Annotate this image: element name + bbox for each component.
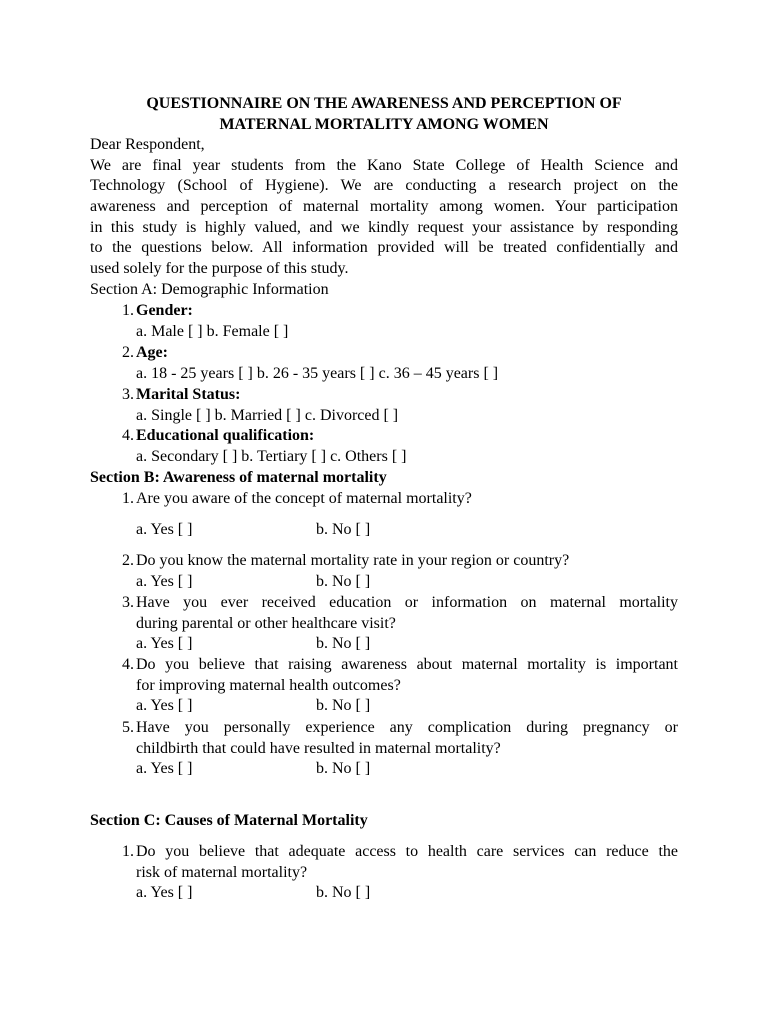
question-text: Do you believe that raising awareness about maternal mortality is important <box>136 656 678 673</box>
section-b-question <box>90 551 678 592</box>
question-text: for improving maternal health outcomes? <box>136 676 401 694</box>
question-text: Are you aware of the concept of maternal mortality? <box>136 490 472 507</box>
intro-line: used solely for the purpose of this study. <box>90 260 349 278</box>
item-number: 4. <box>122 656 134 673</box>
intro-block <box>90 135 678 301</box>
item-number: 5. <box>122 719 134 736</box>
item-number: 2. <box>122 344 134 361</box>
question-text: childbirth that could have resulted in maternal mortality? <box>136 739 501 757</box>
question-text: risk of maternal mortality? <box>136 863 308 881</box>
yes-option: a. Yes [ ] <box>136 697 193 715</box>
intro-line: Technology (School of Hygiene). We are conducting a research project on the <box>90 177 678 195</box>
no-option: b. No [ ] <box>316 884 371 902</box>
section-a-item <box>90 343 678 384</box>
intro-line: awareness and perception of maternal mortality among women. Your participation <box>90 198 678 216</box>
yes-no-options <box>136 520 678 541</box>
no-option: b. No [ ] <box>316 520 371 538</box>
yes-option: a. Yes [ ] <box>136 635 193 653</box>
yes-no-options <box>136 883 678 904</box>
section-b-question <box>90 489 678 540</box>
answer-options: a. Male [ ] b. Female [ ] <box>136 322 289 340</box>
section-b-question <box>90 593 678 655</box>
yes-option: a. Yes [ ] <box>136 520 193 538</box>
question-label: Age: <box>136 344 168 361</box>
no-option: b. No [ ] <box>316 760 371 778</box>
answer-options: a. 18 - 25 years [ ] b. 26 - 35 years [ ] c. 36 – 45 years [ ] <box>136 364 499 382</box>
intro-line: We are final year students from the Kano State College of Health Science and <box>90 156 678 174</box>
title-line-1: QUESTIONNAIRE ON THE AWARENESS AND PERCEPTION OF <box>146 95 622 112</box>
question-text: Have you personally experience any complication during pregnancy or <box>136 719 678 736</box>
section-b-question <box>90 655 678 717</box>
section-c-heading: Section C: Causes of Maternal Mortality <box>90 812 368 829</box>
section-b-heading-block <box>90 468 678 489</box>
answer-options: a. Single [ ] b. Married [ ] c. Divorced [ ] <box>136 406 399 424</box>
yes-no-options <box>136 572 678 593</box>
item-number: 1. <box>122 302 134 319</box>
section-c-heading-block <box>90 811 678 832</box>
answer-options: a. Secondary [ ] b. Tertiary [ ] c. Others [ ] <box>136 447 407 465</box>
item-number: 3. <box>122 386 134 403</box>
yes-option: a. Yes [ ] <box>136 884 193 902</box>
question-label: Gender: <box>136 302 193 319</box>
yes-option: a. Yes [ ] <box>136 572 193 590</box>
no-option: b. No [ ] <box>316 697 371 715</box>
section-b-heading: Section B: Awareness of maternal mortality <box>90 469 387 486</box>
intro-line: to the questions below. All information provided will be treated confidentially and <box>90 239 678 257</box>
section-a-heading: Section A: Demographic Information <box>90 280 329 298</box>
title-line-2: MATERNAL MORTALITY AMONG WOMEN <box>219 115 549 133</box>
item-number: 1. <box>122 490 134 507</box>
document-title <box>90 94 678 135</box>
question-text: Do you know the maternal mortality rate in your region or country? <box>136 552 570 569</box>
question-text: during parental or other healthcare visit? <box>136 614 396 632</box>
section-a-item <box>90 426 678 467</box>
yes-option: a. Yes [ ] <box>136 760 193 778</box>
question-label: Educational qualification: <box>136 427 315 444</box>
item-number: 4. <box>122 427 134 444</box>
section-c-question <box>90 842 678 904</box>
greeting: Dear Respondent, <box>90 136 205 153</box>
section-b-question <box>90 718 678 780</box>
question-text: Have you ever received education or information on maternal mortality <box>136 594 678 611</box>
question-text: Do you believe that adequate access to health care services can reduce the <box>136 843 678 860</box>
intro-line: in this study is highly valued, and we kindly request your assistance by responding <box>90 218 678 236</box>
no-option: b. No [ ] <box>316 635 371 653</box>
question-label: Marital Status: <box>136 386 241 403</box>
item-number: 3. <box>122 594 134 611</box>
yes-no-options <box>136 759 678 780</box>
yes-no-options <box>136 634 678 655</box>
item-number: 2. <box>122 552 134 569</box>
section-a-item <box>90 301 678 342</box>
item-number: 1. <box>122 843 134 860</box>
no-option: b. No [ ] <box>316 572 371 590</box>
yes-no-options <box>136 696 678 717</box>
section-a-item <box>90 385 678 426</box>
